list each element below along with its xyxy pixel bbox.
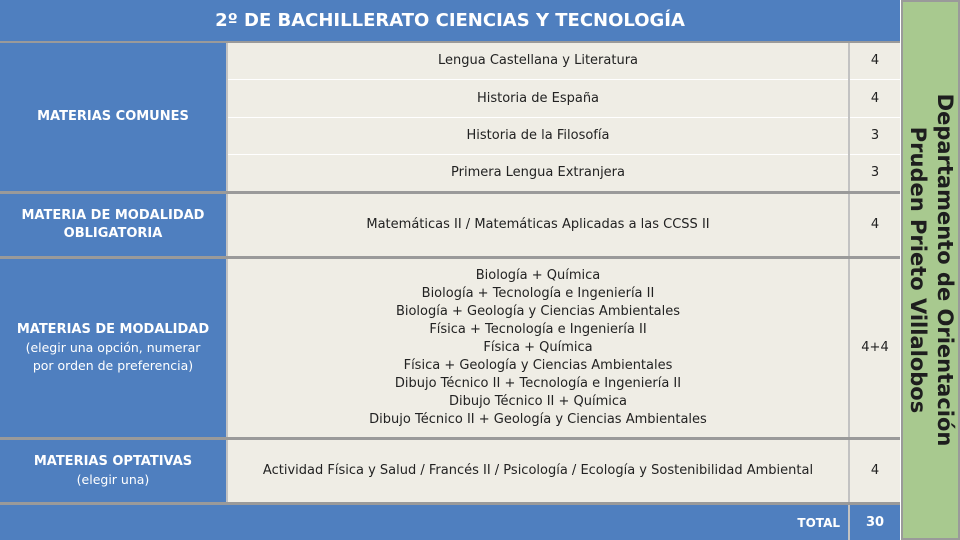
- modalidad-option: Biología + Química: [475, 268, 601, 283]
- hours-cell: 4: [850, 440, 900, 502]
- modalidad-option: Física + Química: [483, 340, 593, 355]
- column-divider: [226, 43, 228, 502]
- group-heading-modalidad: [0, 259, 226, 437]
- modalidad-option: Dibujo Técnico II + Geología y Ciencias Ambientales: [369, 412, 707, 427]
- modalidad-option: Física + Tecnología e Ingeniería II: [429, 322, 647, 337]
- subject-cell: Historia de la Filosofía: [228, 118, 848, 154]
- hours-cell: 4: [850, 80, 900, 117]
- modalidad-option: Dibujo Técnico II + Tecnología e Ingeniería II: [394, 376, 682, 391]
- modalidad-option: Biología + Tecnología e Ingeniería II: [421, 286, 655, 301]
- subject-cell: Lengua Castellana y Literatura: [228, 43, 848, 79]
- hours-cell: 4: [850, 43, 900, 79]
- subject-cell: Historia de España: [228, 80, 848, 117]
- modalidad-options-list: [228, 259, 848, 437]
- subject-cell: Actividad Física y Salud / Francés II / Psicología / Ecología y Sostenibilidad Ambiental: [228, 440, 848, 502]
- column-divider: [848, 43, 850, 540]
- modalidad-option: Biología + Geología y Ciencias Ambientales: [395, 304, 681, 319]
- group-heading-comunes: MATERIAS COMUNES: [0, 43, 226, 191]
- group-heading-title: MATERIAS DE MODALIDAD: [16, 322, 210, 337]
- modalidad-option: Física + Geología y Ciencias Ambientales: [403, 358, 673, 373]
- subject-cell: Matemáticas II / Matemáticas Aplicadas a las CCSS II: [228, 194, 848, 256]
- side-panel: [901, 0, 960, 540]
- subject-cell: Primera Lengua Extranjera: [228, 155, 848, 191]
- hours-cell: 4+4: [850, 259, 900, 437]
- page-title: 2º DE BACHILLERATO CIENCIAS Y TECNOLOGÍA: [0, 0, 900, 41]
- department-name: Departamento de Orientación: [932, 93, 957, 447]
- hours-cell: 4: [850, 194, 900, 256]
- side-panel-text: [904, 94, 958, 447]
- group-heading-optativas: [0, 440, 226, 502]
- total-value: 30: [850, 505, 900, 540]
- group-heading-note: (elegir una): [76, 472, 150, 487]
- author-name: Pruden Prieto Villalobos: [905, 126, 930, 414]
- hours-cell: 3: [850, 155, 900, 191]
- total-label: TOTAL: [0, 505, 848, 540]
- group-heading-modalidad-obligatoria: MATERIA DE MODALIDAD OBLIGATORIA: [0, 194, 226, 256]
- modalidad-option: Dibujo Técnico II + Química: [448, 394, 628, 409]
- group-heading-title: MATERIAS OPTATIVAS: [33, 454, 193, 469]
- group-heading-note: (elegir una opción, numerar por orden de preferencia): [25, 340, 201, 373]
- hours-cell: 3: [850, 118, 900, 154]
